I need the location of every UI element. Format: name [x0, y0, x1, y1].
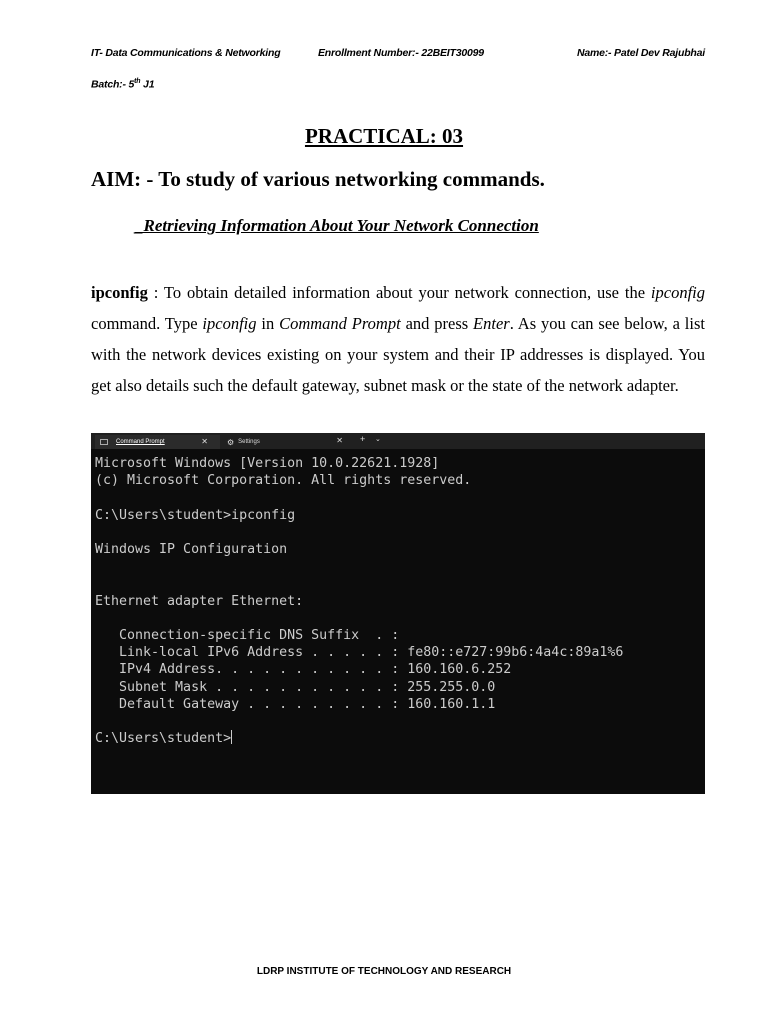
paragraph-run: ipconfig: [91, 283, 148, 302]
header-enrollment: Enrollment Number:- 22BEIT30099: [318, 47, 484, 59]
new-tab-icon[interactable]: +: [360, 434, 366, 444]
batch-prefix: Batch:- 5: [91, 78, 135, 91]
close-icon[interactable]: ✕: [336, 436, 343, 445]
terminal-line: Ethernet adapter Ethernet:: [95, 593, 304, 609]
terminal-line: Subnet Mask . . . . . . . . . . . : 255.255.0.0: [95, 679, 496, 695]
page-footer: LDRP INSTITUTE OF TECHNOLOGY AND RESEARCH: [256, 966, 512, 974]
header-name: Name:- Patel Dev Rajubhai: [576, 47, 705, 59]
header-batch: [91, 78, 154, 91]
terminal-line: Link-local IPv6 Address . . . . . : fe80::e727:99b6:4a4c:89a1%6: [95, 645, 624, 661]
terminal-tab-bar: [91, 433, 705, 449]
terminal-icon: [100, 439, 108, 445]
terminal-output: [91, 449, 705, 747]
terminal-line: IPv4 Address. . . . . . . . . . . : 160.160.6.252: [95, 662, 512, 678]
paragraph-run: command. Type: [91, 314, 203, 333]
paragraph-run: Command Prompt: [279, 314, 401, 333]
terminal-line: C:\Users\student>: [95, 731, 232, 747]
paragraph-run: ipconfig: [650, 283, 705, 302]
paragraph-run: . As you can see below, a list with the network devices existing on your system and their IP addresses is displayed. You get also details such the default gateway, subnet mask or the state of the network adapter.: [91, 314, 705, 395]
section-subtitle: _Retrieving Information About Your Network Connection: [135, 216, 539, 235]
aim-heading: AIM: - To study of various networking commands.: [91, 167, 545, 191]
terminal-line: (c) Microsoft Corporation. All rights reserved.: [95, 473, 472, 489]
tab-command-prompt[interactable]: [95, 435, 220, 449]
text-cursor: [231, 730, 232, 744]
ipconfig-description: [91, 277, 705, 401]
command-prompt-screenshot: [91, 433, 705, 794]
terminal-line: Connection-specific DNS Suffix . :: [95, 628, 400, 644]
chevron-down-icon[interactable]: ⌄: [375, 436, 381, 443]
header-course: IT- Data Communications & Networking: [91, 47, 281, 59]
batch-suffix: J1: [140, 78, 155, 91]
paragraph-run: and press: [400, 314, 474, 333]
tab-settings-label: Settings: [238, 439, 260, 445]
terminal-line: C:\Users\student>ipconfig: [95, 507, 296, 523]
terminal-line: Default Gateway . . . . . . . . . : 160.160.1.1: [95, 696, 496, 712]
batch-superscript: th: [134, 78, 141, 85]
paragraph-run: : To obtain detailed information about your network connection, use the: [147, 283, 651, 302]
terminal-line: Microsoft Windows [Version 10.0.22621.1928]: [95, 456, 440, 471]
terminal-line: Windows IP Configuration: [95, 542, 288, 558]
gear-icon: ⚙: [227, 437, 235, 447]
close-icon[interactable]: ✕: [201, 437, 208, 446]
paragraph-run: in: [256, 314, 280, 333]
paragraph-run: Enter: [473, 314, 510, 333]
paragraph-run: ipconfig: [202, 314, 257, 333]
tab-settings[interactable]: [227, 435, 347, 449]
tab-command-prompt-label: Command Prompt: [116, 439, 165, 445]
page-title: PRACTICAL: 03: [304, 124, 464, 148]
